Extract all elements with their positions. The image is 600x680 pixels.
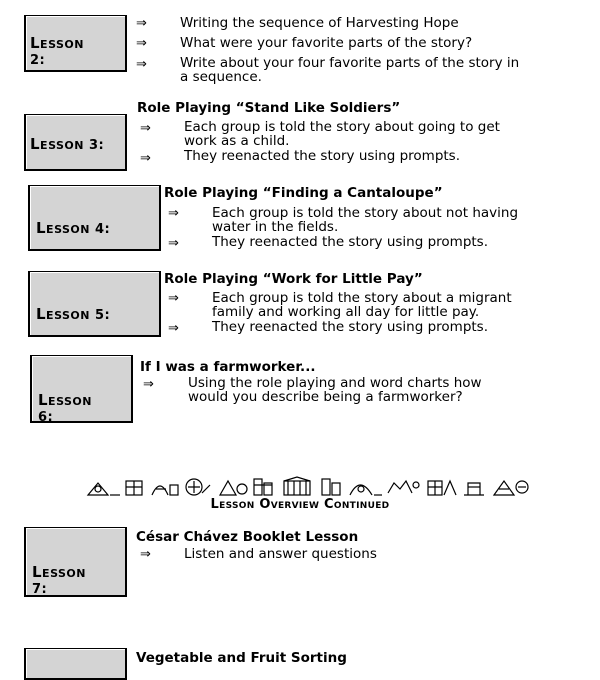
lesson-8-box bbox=[24, 648, 127, 680]
lesson-8-heading: Vegetable and Fruit Sorting bbox=[136, 650, 347, 666]
lesson-3-heading: Role Playing “Stand Like Soldiers” bbox=[137, 100, 401, 116]
arrow-icon: ⇒ bbox=[168, 321, 179, 336]
arrow-icon: ⇒ bbox=[140, 547, 151, 562]
lesson-label-number: 5: bbox=[95, 308, 111, 323]
lesson-2-item-3-cont: a sequence. bbox=[180, 69, 262, 85]
lesson-label-number: 7: bbox=[32, 582, 48, 597]
lesson-label-number: 2: bbox=[30, 53, 46, 68]
lesson-2-item-3: Write about your four favorite parts of the story in bbox=[180, 55, 520, 71]
lesson-5-item-1: Each group is told the story about a migrant bbox=[212, 290, 512, 306]
lesson-label-number: 3: bbox=[89, 138, 105, 153]
arrow-icon: ⇒ bbox=[140, 121, 151, 136]
banner-title: Lesson Overview Continued bbox=[210, 497, 390, 512]
farmworker-clipart-strip-icon bbox=[86, 475, 546, 499]
lesson-3-item-1-cont: work as a child. bbox=[184, 133, 290, 149]
lesson-label-word: Lesson bbox=[36, 219, 90, 237]
lesson-3-item-1: Each group is told the story about going to get bbox=[184, 119, 500, 135]
lesson-2-item-1: Writing the sequence of Harvesting Hope bbox=[180, 15, 459, 31]
arrow-icon: ⇒ bbox=[136, 16, 147, 31]
lesson-3-item-2: They reenacted the story using prompts. bbox=[184, 148, 461, 164]
lesson-label-word: Lesson bbox=[32, 563, 86, 581]
arrow-icon: ⇒ bbox=[140, 151, 151, 166]
arrow-icon: ⇒ bbox=[136, 36, 147, 51]
lesson-label-number: 4: bbox=[95, 222, 111, 237]
lesson-6-item-1-cont: would you describe being a farmworker? bbox=[188, 389, 463, 405]
lesson-5-label bbox=[36, 306, 110, 324]
lesson-7-heading: César Chávez Booklet Lesson bbox=[136, 529, 359, 545]
lesson-label-number: 6: bbox=[38, 410, 54, 425]
lesson-4-heading: Role Playing “Finding a Cantaloupe” bbox=[164, 185, 443, 201]
arrow-icon: ⇒ bbox=[168, 236, 179, 251]
lesson-6-label bbox=[38, 392, 92, 426]
lesson-label-word: Lesson bbox=[38, 391, 92, 409]
lesson-4-box bbox=[28, 185, 161, 251]
lesson-label-word: Lesson bbox=[36, 305, 90, 323]
lesson-6-item-1: Using the role playing and word charts how bbox=[188, 375, 482, 391]
lesson-label-word: Lesson bbox=[30, 135, 84, 153]
lesson-5-item-1-cont: family and working all day for little pay. bbox=[212, 304, 480, 320]
lesson-7-label bbox=[32, 564, 86, 598]
lesson-4-item-2: They reenacted the story using prompts. bbox=[212, 234, 489, 250]
lesson-5-item-2: They reenacted the story using prompts. bbox=[212, 319, 489, 335]
lesson-2-item-2: What were your favorite parts of the story? bbox=[180, 35, 473, 51]
lesson-4-item-1-cont: water in the fields. bbox=[212, 219, 339, 235]
lesson-4-item-1: Each group is told the story about not having bbox=[212, 205, 519, 221]
lesson-3-label bbox=[30, 136, 104, 154]
arrow-icon: ⇒ bbox=[143, 377, 154, 392]
lesson-4-label bbox=[36, 220, 110, 238]
arrow-icon: ⇒ bbox=[168, 291, 179, 306]
arrow-icon: ⇒ bbox=[136, 57, 147, 72]
lesson-5-heading: Role Playing “Work for Little Pay” bbox=[164, 271, 423, 287]
lesson-label-word: Lesson bbox=[30, 34, 84, 52]
lesson-2-label bbox=[30, 35, 84, 69]
lesson-5-box bbox=[28, 271, 161, 337]
lesson-7-item-1: Listen and answer questions bbox=[184, 546, 377, 562]
lesson-6-heading: If I was a farmworker... bbox=[140, 359, 316, 375]
arrow-icon: ⇒ bbox=[168, 206, 179, 221]
